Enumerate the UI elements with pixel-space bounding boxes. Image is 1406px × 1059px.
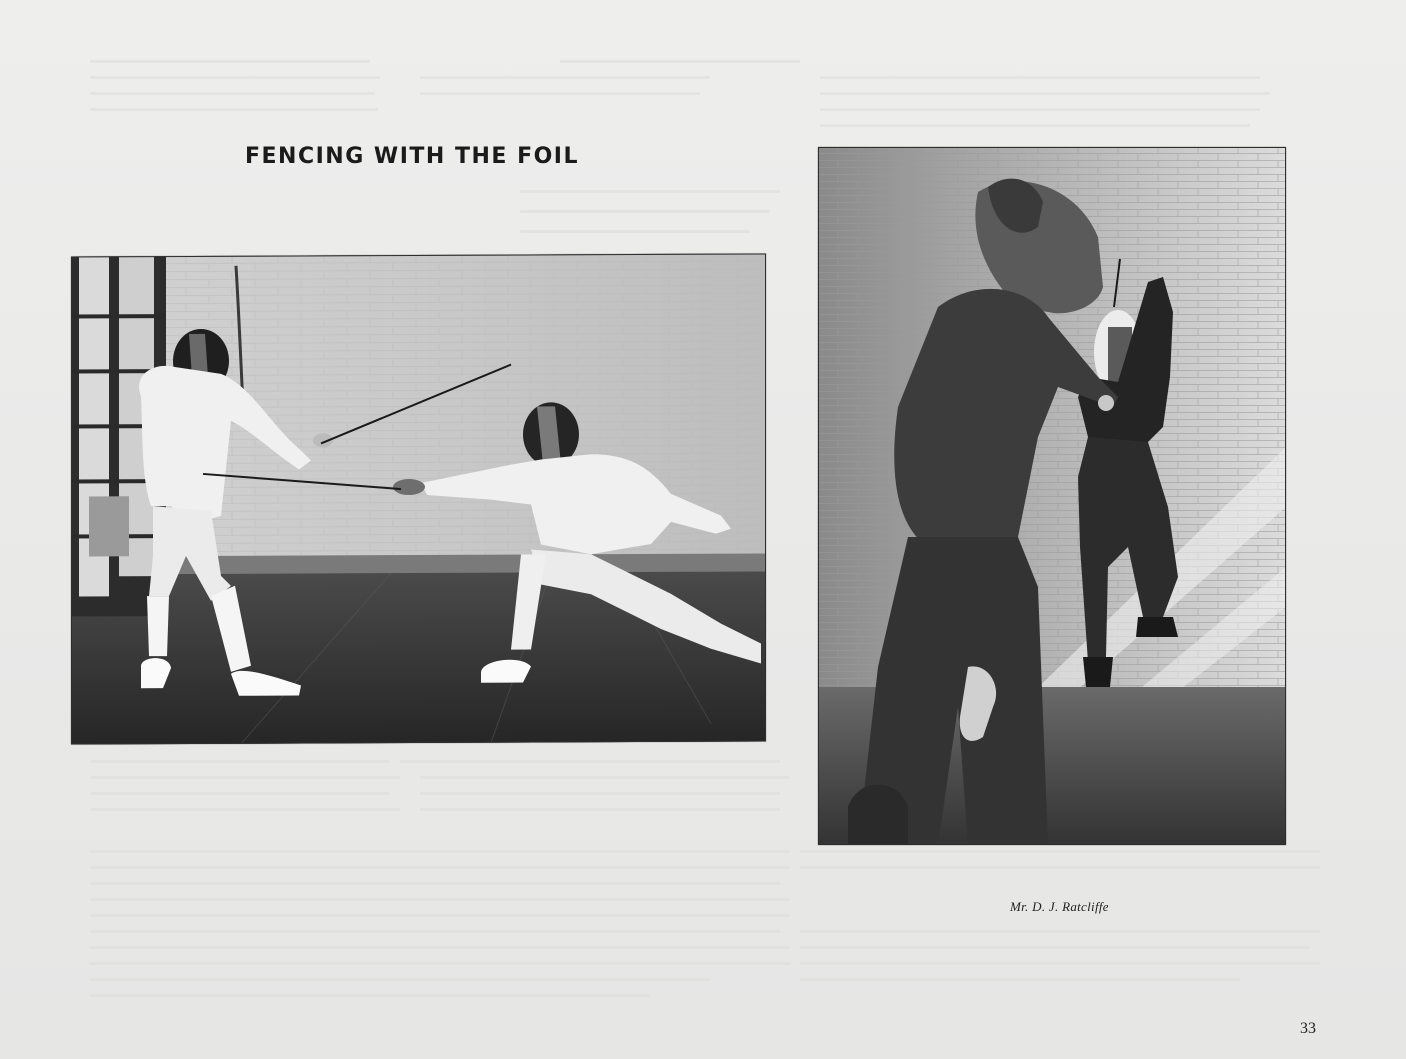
photo-caption: Mr. D. J. Ratcliffe <box>1010 899 1109 914</box>
fencing-instruction-photo <box>818 147 1286 845</box>
page-title: FENCING WITH THE FOIL <box>245 144 579 169</box>
fencing-bout-photo <box>71 253 766 744</box>
page-number: 33 <box>1300 1020 1316 1037</box>
fencing-bout-image <box>71 253 766 744</box>
fencing-instruction-image <box>818 147 1286 845</box>
